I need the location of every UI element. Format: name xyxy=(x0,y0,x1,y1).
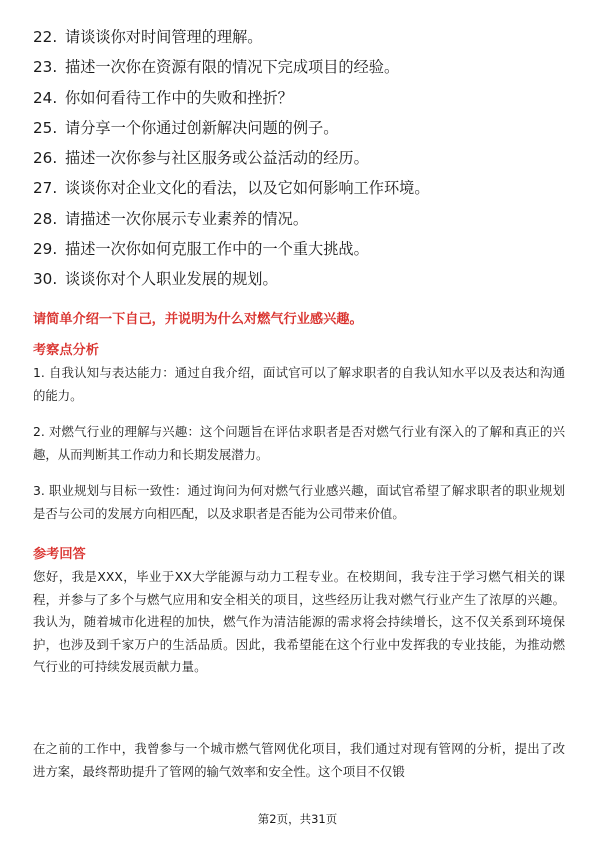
page-footer: 第2页，共31页 xyxy=(257,812,338,826)
list-item xyxy=(33,143,573,173)
analysis-point: 2. 对燃气行业的理解与兴趣：这个问题旨在评估求职者是否对燃气行业有深入的了解和真正的兴趣，从而判断其工作动力和长期发展潜力。 xyxy=(33,424,565,462)
answer-paragraph: 您好，我是XXX，毕业于XX大学能源与动力工程专业。在校期间，我专注于学习燃气相关的课程，并参与了多个与燃气应用和安全相关的项目，这些经历让我对燃气行业产生了浓厚的兴趣。我认为，随着城市化进程的加快，燃气作为清洁能源的需求将会持续增长，这不仅关系到环境保护，也涉及到千家万户的生活品质。因此，我希望能在这个行业中发挥我的专业技能，为推动燃气行业的可持续发展贡献力量。 xyxy=(33,569,565,674)
question-title: 请简单介绍一下自己，并说明为什么对燃气行业感兴趣。 xyxy=(33,312,363,327)
list-item xyxy=(33,83,573,113)
question-text: 描述一次你参与社区服务或公益活动的经历。 xyxy=(65,149,369,168)
question-number: 30. xyxy=(33,270,58,289)
list-item xyxy=(33,234,573,264)
question-number: 29. xyxy=(33,240,58,259)
question-number: 25. xyxy=(33,118,58,137)
question-text: 请谈谈你对时间管理的理解。 xyxy=(65,28,263,46)
list-item xyxy=(33,22,573,52)
question-number: 28. xyxy=(33,209,58,228)
question-number: 22. xyxy=(33,28,58,46)
question-list xyxy=(33,22,573,295)
analysis-point: 3. 职业规划与目标一致性：通过询问为何对燃气行业感兴趣，面试官希望了解求职者的职业规划是否与公司的发展方向相匹配，以及求职者是否能为公司带来价值。 xyxy=(33,483,565,521)
list-item xyxy=(33,173,573,203)
list-item xyxy=(33,204,573,234)
question-text: 谈谈你对个人职业发展的规划。 xyxy=(65,270,278,289)
answer-paragraph: 在之前的工作中，我曾参与一个城市燃气管网优化项目，我们通过对现有管网的分析，提出了改进方案，最终帮助提升了管网的输气效率和安全性。这个项目不仅锻 xyxy=(33,741,565,779)
question-text: 描述一次你如何克服工作中的一个重大挑战。 xyxy=(65,240,369,259)
analysis-heading: 考察点分析 xyxy=(33,343,99,358)
list-item xyxy=(33,52,573,82)
question-text: 描述一次你在资源有限的情况下完成项目的经验。 xyxy=(65,58,400,77)
analysis-point: 1. 自我认知与表达能力：通过自我介绍，面试官可以了解求职者的自我认知水平以及表达和沟通的能力。 xyxy=(33,365,565,403)
question-number: 27. xyxy=(33,179,58,198)
answer-heading: 参考回答 xyxy=(33,547,86,562)
question-text: 请分享一个你通过创新解决问题的例子。 xyxy=(65,118,339,137)
question-text: 你如何看待工作中的失败和挫折？ xyxy=(65,88,293,107)
question-text: 请描述一次你展示专业素养的情况。 xyxy=(65,209,308,228)
question-text: 谈谈你对企业文化的看法，以及它如何影响工作环境。 xyxy=(65,179,430,198)
question-number: 24. xyxy=(33,88,58,107)
list-item xyxy=(33,113,573,143)
list-item xyxy=(33,264,573,294)
question-number: 26. xyxy=(33,149,58,168)
question-number: 23. xyxy=(33,58,58,77)
